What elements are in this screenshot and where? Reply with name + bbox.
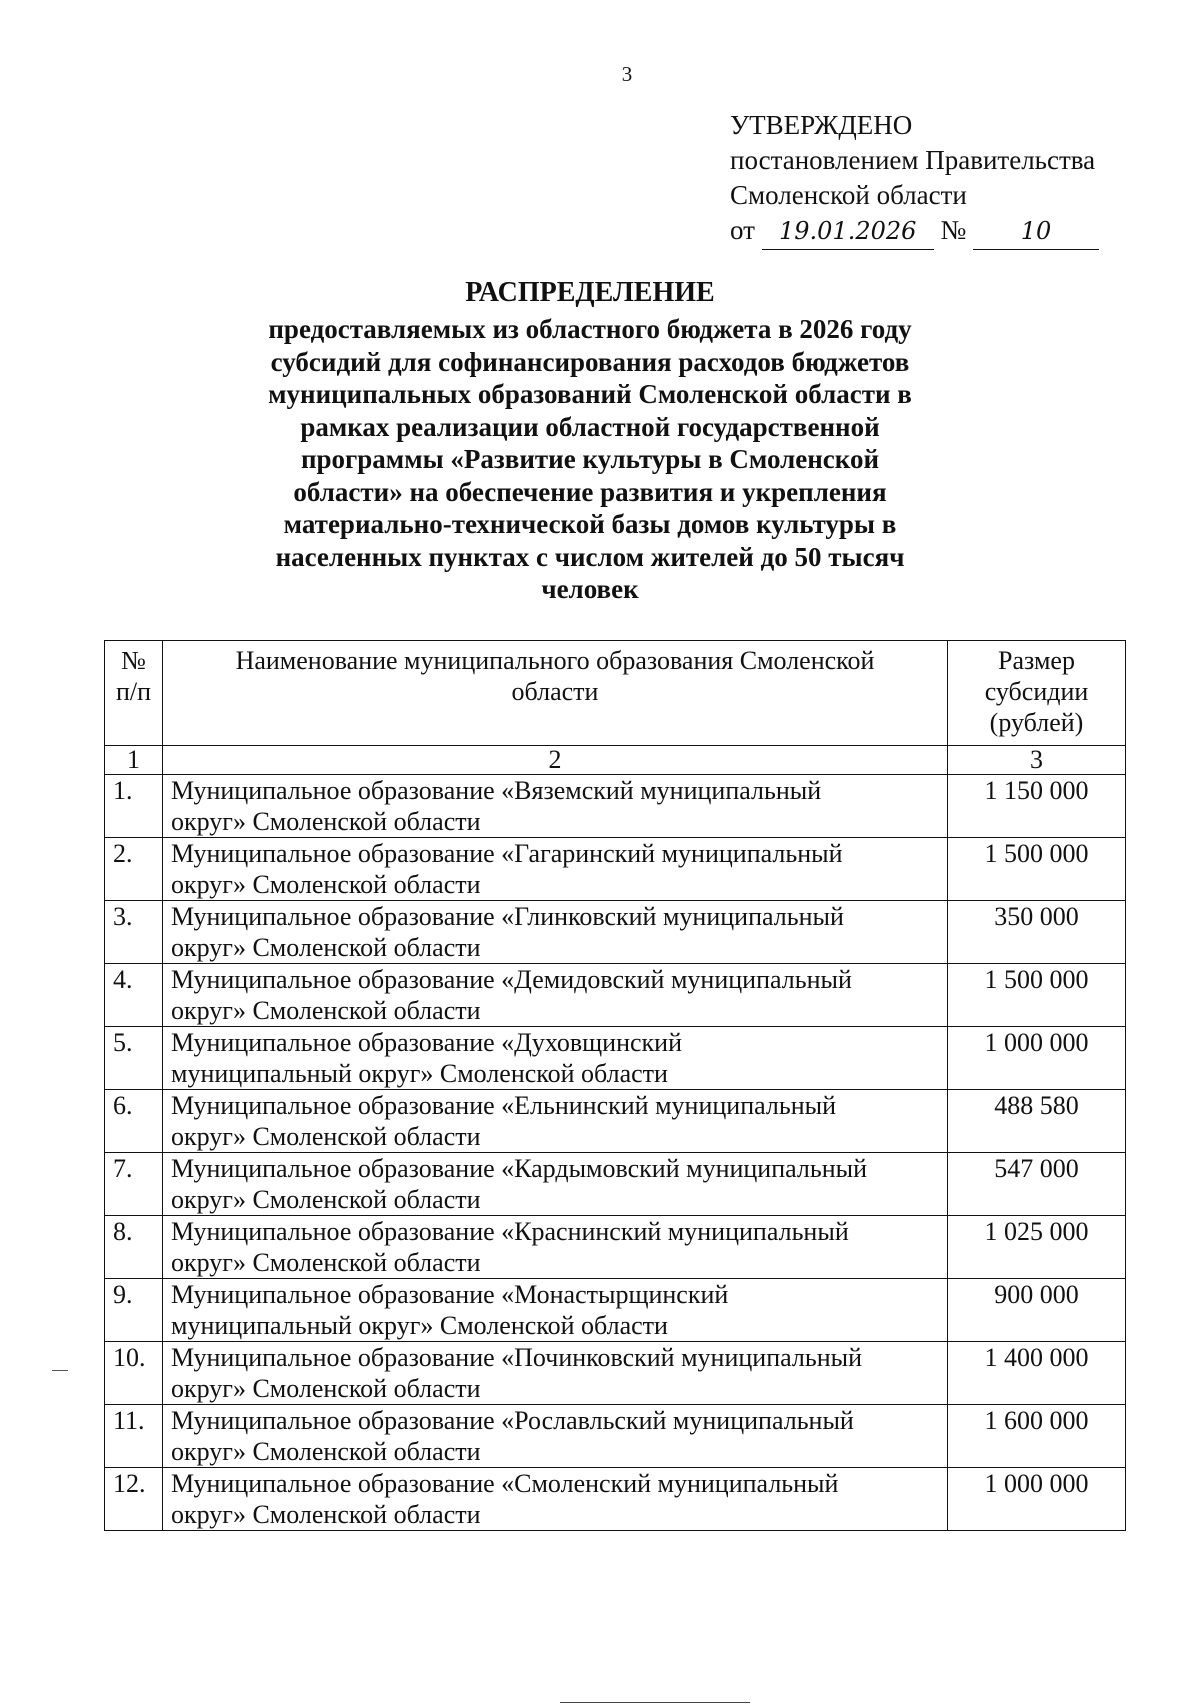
- column-index-cell: 1: [105, 746, 163, 775]
- header-number-symbol: №: [121, 646, 146, 675]
- municipality-name-cell: [163, 1342, 948, 1405]
- approval-region: Смоленской области: [730, 180, 967, 210]
- approval-stamp: [730, 108, 1099, 250]
- row-number-cell: 10.: [105, 1342, 163, 1405]
- municipality-name-cell: [163, 1405, 948, 1468]
- municipality-name-line: округ» Смоленской области: [171, 807, 481, 836]
- column-index-cell: 3: [948, 746, 1126, 775]
- heading-line: рамках реализации областной государственной: [300, 411, 880, 442]
- municipality-name-line: округ» Смоленской области: [171, 1500, 481, 1529]
- municipality-name-cell: [163, 964, 948, 1027]
- municipality-name-line: Муниципальное образование «Смоленский муниципальный: [171, 1469, 839, 1498]
- municipality-name-line: муниципальный округ» Смоленской области: [171, 1311, 668, 1340]
- municipality-name-cell: [163, 838, 948, 901]
- subsidy-table: [104, 640, 1126, 1531]
- approval-date-number: [730, 213, 1099, 250]
- municipality-name-cell: [163, 1216, 948, 1279]
- header-name-line: Наименование муниципального образования Смоленской: [235, 646, 875, 675]
- header-name-line: области: [511, 677, 599, 706]
- subsidy-amount-cell: 488 580: [948, 1090, 1126, 1153]
- table-row: [105, 775, 1126, 838]
- municipality-name-line: Муниципальное образование «Монастырщинский: [171, 1280, 729, 1309]
- row-number-cell: 9.: [105, 1279, 163, 1342]
- municipality-name-line: Муниципальное образование «Починковский муниципальный: [171, 1343, 863, 1372]
- approval-authority: постановлением Правительства: [730, 145, 1096, 175]
- document-heading: [200, 273, 980, 606]
- table-row: [105, 1342, 1126, 1405]
- subsidy-amount-cell: 1 000 000: [948, 1468, 1126, 1531]
- subsidy-amount-cell: 1 025 000: [948, 1216, 1126, 1279]
- municipality-name-cell: [163, 775, 948, 838]
- municipality-name-line: муниципальный округ» Смоленской области: [171, 1059, 668, 1088]
- approval-number-field: [973, 213, 1099, 250]
- municipality-name-line: Муниципальное образование «Рославльский муниципальный: [171, 1406, 854, 1435]
- table-row: [105, 1468, 1126, 1531]
- table-row: [105, 1279, 1126, 1342]
- subsidy-amount-cell: 1 600 000: [948, 1405, 1126, 1468]
- heading-line: населенных пунктах с числом жителей до 50 тысяч: [275, 541, 905, 572]
- table-row: [105, 964, 1126, 1027]
- heading-line: человек: [541, 574, 639, 604]
- row-number-cell: 5.: [105, 1027, 163, 1090]
- row-number-cell: 6.: [105, 1090, 163, 1153]
- approval-date-field: [762, 213, 934, 250]
- municipality-name-line: округ» Смоленской области: [171, 1185, 481, 1214]
- table-row: [105, 1027, 1126, 1090]
- subsidy-amount-cell: 1 150 000: [948, 775, 1126, 838]
- date-prefix: от: [730, 215, 755, 245]
- municipality-name-line: Муниципальное образование «Глинковский муниципальный: [171, 902, 844, 931]
- municipality-name-line: Муниципальное образование «Духовщинский: [171, 1028, 683, 1057]
- municipality-name-line: округ» Смоленской области: [171, 1248, 481, 1277]
- municipality-name-cell: [163, 1153, 948, 1216]
- municipality-name-cell: [163, 1027, 948, 1090]
- municipality-name-cell: [163, 901, 948, 964]
- municipality-name-line: Муниципальное образование «Ельнинский муниципальный: [171, 1091, 837, 1120]
- municipality-name-line: округ» Смоленской области: [171, 1122, 481, 1151]
- table-row: [105, 1216, 1126, 1279]
- municipality-name-line: округ» Смоленской области: [171, 870, 481, 899]
- subsidy-amount-cell: 547 000: [948, 1153, 1126, 1216]
- row-number-cell: 12.: [105, 1468, 163, 1531]
- header-name-cell: [163, 641, 948, 746]
- heading-line: области» на обеспечение развития и укрепления: [293, 476, 887, 507]
- table-header-row: [105, 641, 1126, 746]
- header-amount-line: субсидии: [984, 677, 1089, 706]
- municipality-name-line: Муниципальное образование «Демидовский муниципальный: [171, 965, 852, 994]
- municipality-name-line: округ» Смоленской области: [171, 1437, 481, 1466]
- header-number-abbr: п/п: [115, 677, 152, 706]
- municipality-name-cell: [163, 1279, 948, 1342]
- header-number-cell: [105, 641, 163, 746]
- table-row: [105, 1153, 1126, 1216]
- table-row: [105, 901, 1126, 964]
- municipality-name-line: округ» Смоленской области: [171, 996, 481, 1025]
- heading-line: субсидий для софинансирования расходов бюджетов: [270, 346, 910, 377]
- column-index-cell: 2: [163, 746, 948, 775]
- municipality-name-line: округ» Смоленской области: [171, 933, 481, 962]
- document-title: РАСПРЕДЕЛЕНИЕ: [465, 277, 715, 308]
- heading-line: предоставляемых из областного бюджета в 2026 году: [268, 314, 912, 344]
- heading-line: программы «Развитие культуры в Смоленской: [300, 444, 880, 474]
- handwritten-number: 10: [1020, 217, 1052, 245]
- row-number-cell: 11.: [105, 1405, 163, 1468]
- margin-mark: [52, 1370, 68, 1371]
- subsidy-amount-cell: 1 500 000: [948, 964, 1126, 1027]
- header-amount-line: Размер: [998, 646, 1075, 675]
- bottom-line-mark: [560, 1702, 750, 1703]
- header-amount-line: (рублей): [989, 708, 1084, 737]
- municipality-name-line: округ» Смоленской области: [171, 1374, 481, 1403]
- municipality-name-line: Муниципальное образование «Гагаринский муниципальный: [171, 839, 843, 868]
- subsidy-amount-cell: 1 500 000: [948, 838, 1126, 901]
- municipality-name-cell: [163, 1090, 948, 1153]
- subsidy-amount-cell: 350 000: [948, 901, 1126, 964]
- subsidy-amount-cell: 900 000: [948, 1279, 1126, 1342]
- row-number-cell: 2.: [105, 838, 163, 901]
- municipality-name-line: Муниципальное образование «Кардымовский муниципальный: [171, 1154, 868, 1183]
- row-number-cell: 8.: [105, 1216, 163, 1279]
- heading-line: материально-технической базы домов культуры в: [283, 509, 897, 539]
- header-amount-cell: [948, 641, 1126, 746]
- subsidy-amount-cell: 1 000 000: [948, 1027, 1126, 1090]
- table-row: [105, 1090, 1126, 1153]
- number-prefix: №: [940, 215, 967, 245]
- subsidy-amount-cell: 1 400 000: [948, 1342, 1126, 1405]
- municipality-name-line: Муниципальное образование «Вяземский муниципальный: [171, 776, 822, 805]
- municipality-name-line: Муниципальное образование «Краснинский муниципальный: [171, 1217, 849, 1246]
- heading-line: муниципальных образований Смоленской области в: [268, 379, 912, 409]
- page-number: 3: [621, 62, 633, 86]
- row-number-cell: 4.: [105, 964, 163, 1027]
- table-row: [105, 838, 1126, 901]
- municipality-name-cell: [163, 1468, 948, 1531]
- row-number-cell: 1.: [105, 775, 163, 838]
- row-number-cell: 7.: [105, 1153, 163, 1216]
- table-row: [105, 1405, 1126, 1468]
- row-number-cell: 3.: [105, 901, 163, 964]
- approval-title: УТВЕРЖДЕНО: [730, 110, 913, 140]
- column-index-row: [105, 746, 1126, 775]
- handwritten-date: 19.01.2026: [778, 217, 917, 245]
